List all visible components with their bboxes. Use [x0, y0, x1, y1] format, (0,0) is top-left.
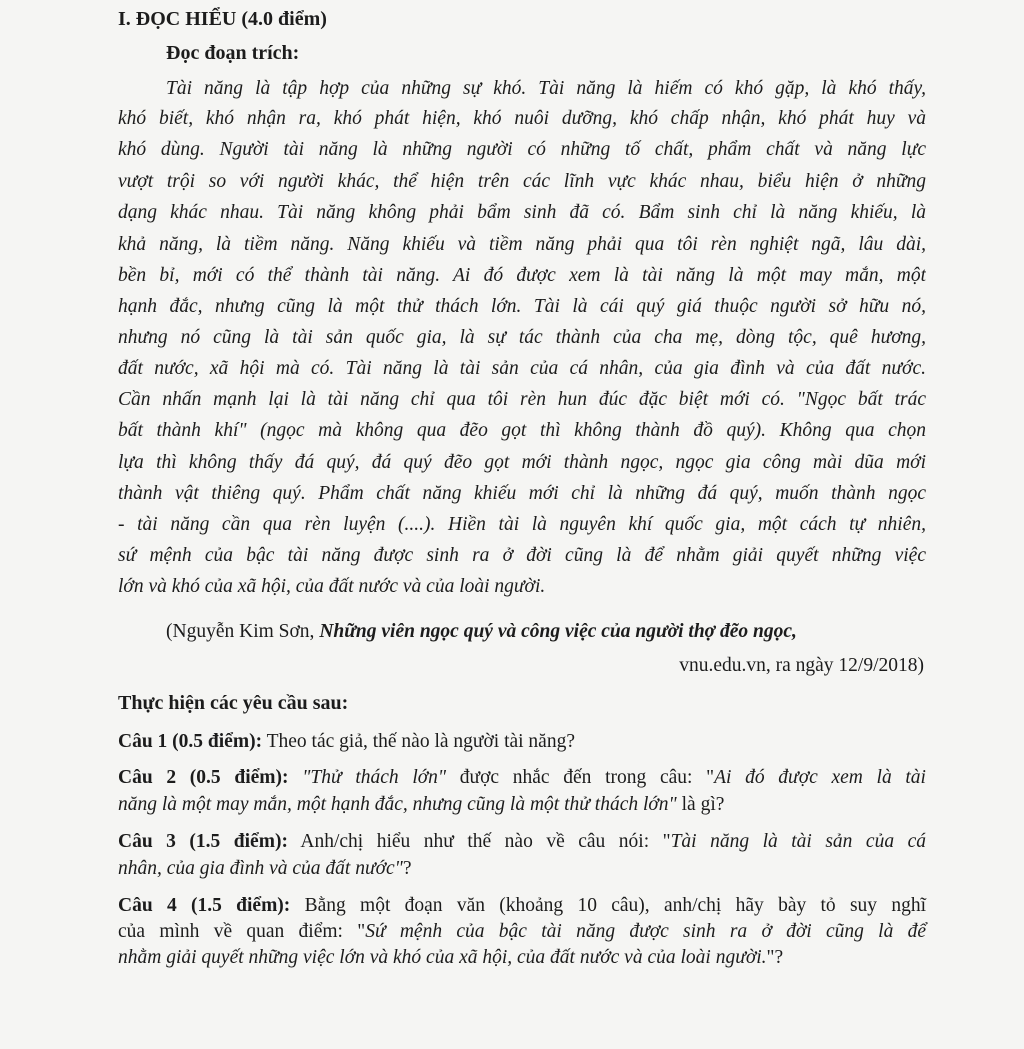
question-2-label: Câu 2 (0.5 điểm):	[118, 767, 289, 788]
question-4-line-2	[118, 919, 926, 945]
passage-line: vượt trội so với người khác, thể hiện trên các lĩnh vực khác nhau, biểu hiện ở những	[118, 171, 926, 192]
question-3-italic: Tài năng là tài sản của cá	[670, 831, 926, 852]
question-4-line-3	[118, 945, 926, 971]
question-2-line-1	[118, 765, 926, 791]
question-3-italic-2: nhân, của gia đình và của đất nước"	[118, 858, 403, 879]
question-3-label: Câu 3 (1.5 điểm):	[118, 831, 288, 852]
citation-source: vnu.edu.vn, ra ngày 12/9/2018)	[679, 655, 924, 676]
citation-prefix: (Nguyễn Kim Sơn,	[166, 621, 320, 642]
passage-line: lựa thì không thấy đá quý, đá quý đẽo gọt mới thành ngọc, ngọc gia công mài dũa mới	[118, 452, 926, 473]
question-2-text-2: là gì?	[676, 794, 725, 815]
passage-line: thành vật thiêng quý. Phẩm chất năng khiếu mới chỉ là những đá quý, muốn thành ngọc	[118, 483, 926, 504]
passage-line: bất thành khí" (ngọc mà không qua đẽo gọt thì không thành đồ quý). Không qua chọn	[118, 420, 926, 441]
question-2-italic-2: năng là một may mắn, một hạnh đắc, nhưng cũng là một thử thách lớn"	[118, 794, 677, 815]
question-4-text-3: "?	[766, 947, 784, 968]
question-3-line-1	[118, 829, 926, 855]
citation-line	[166, 619, 797, 645]
passage-line: sứ mệnh của bậc tài năng được sinh ra ở đời cũng là để nhằm giải quyết những việc	[118, 545, 926, 566]
question-1	[118, 729, 575, 755]
question-4-text: Bằng một đoạn văn (khoảng 10 câu), anh/chị hãy bày tỏ suy nghĩ	[290, 895, 926, 916]
passage-line: khó dùng. Người tài năng là những người có những tố chất, phẩm chất và năng lực	[118, 139, 926, 160]
passage-line: khó biết, khó nhận ra, khó phát hiện, khó nuôi dưỡng, khó chấp nhận, khó phát huy và	[118, 108, 926, 129]
passage-line: Tài năng là tập hợp của những sự khó. Tài năng là hiếm có khó gặp, là khó thấy,	[166, 78, 926, 99]
passage-line: khả năng, là tiềm năng. Năng khiếu và tiềm năng phải qua tôi rèn nghiệt ngã, lâu dài,	[118, 234, 926, 255]
question-2-quote: "Thử thách lớn"	[288, 767, 447, 788]
question-3-text-2: ?	[402, 858, 412, 879]
passage-line: dạng khác nhau. Tài năng không phải bẩm sinh đã có. Bẩm sinh chỉ là năng khiếu, là	[118, 202, 926, 223]
question-4-italic-2: Sứ mệnh của bậc tài năng được sinh ra ở đời cũng là để	[365, 921, 926, 942]
question-4-italic-3: nhằm giải quyết những việc lớn và khó của xã hội, của đất nước và của loài người.	[118, 947, 767, 968]
question-2-line-2	[118, 792, 926, 818]
citation-title: Những viên ngọc quý và công việc của người thợ đẽo ngọc,	[319, 621, 797, 642]
passage-line: Cần nhấn mạnh lại là tài năng chỉ qua tôi rèn hun đúc đặc biệt mới có. "Ngọc bất trác	[118, 389, 926, 410]
question-1-label: Câu 1 (0.5 điểm):	[118, 731, 263, 752]
section-title: I. ĐỌC HIỂU (4.0 điểm)	[118, 8, 327, 30]
question-4-label: Câu 4 (1.5 điểm):	[118, 895, 291, 916]
requirements-heading: Thực hiện các yêu cầu sau:	[118, 692, 349, 714]
question-2-text: được nhắc đến trong câu: "	[446, 767, 715, 788]
passage-line: - tài năng cần qua rèn luyện (....). Hiền tài là nguyên khí quốc gia, một cách tự nhiên,	[118, 514, 926, 535]
question-4-line-1	[118, 893, 926, 919]
question-4-text-2: của mình về quan điểm: "	[118, 921, 366, 942]
passage-line: nhưng nó cũng là tài sản quốc gia, là sự tác thành của cha mẹ, dòng tộc, quê hương,	[118, 327, 926, 348]
question-3-line-2	[118, 856, 926, 882]
passage-line: đất nước, xã hội mà có. Tài năng là tài sản của cá nhân, của gia đình và của đất nước.	[118, 358, 926, 379]
passage-line: lớn và khó của xã hội, của đất nước và của loài người.	[118, 576, 546, 597]
question-2-italic: Ai đó được xem là tài	[714, 767, 926, 788]
passage-line: hạnh đắc, nhưng cũng là một thử thách lớn. Tài là cái quý giá thuộc người sở hữu nó,	[118, 296, 926, 317]
question-3-text: Anh/chị hiểu như thế nào về câu nói: "	[287, 831, 671, 852]
excerpt-label: Đọc đoạn trích:	[166, 42, 300, 64]
passage-line: bền bỉ, mới có thể thành tài năng. Ai đó được xem là tài năng là một may mắn, một	[118, 265, 926, 286]
question-1-text: Theo tác giả, thế nào là người tài năng?	[262, 731, 575, 752]
